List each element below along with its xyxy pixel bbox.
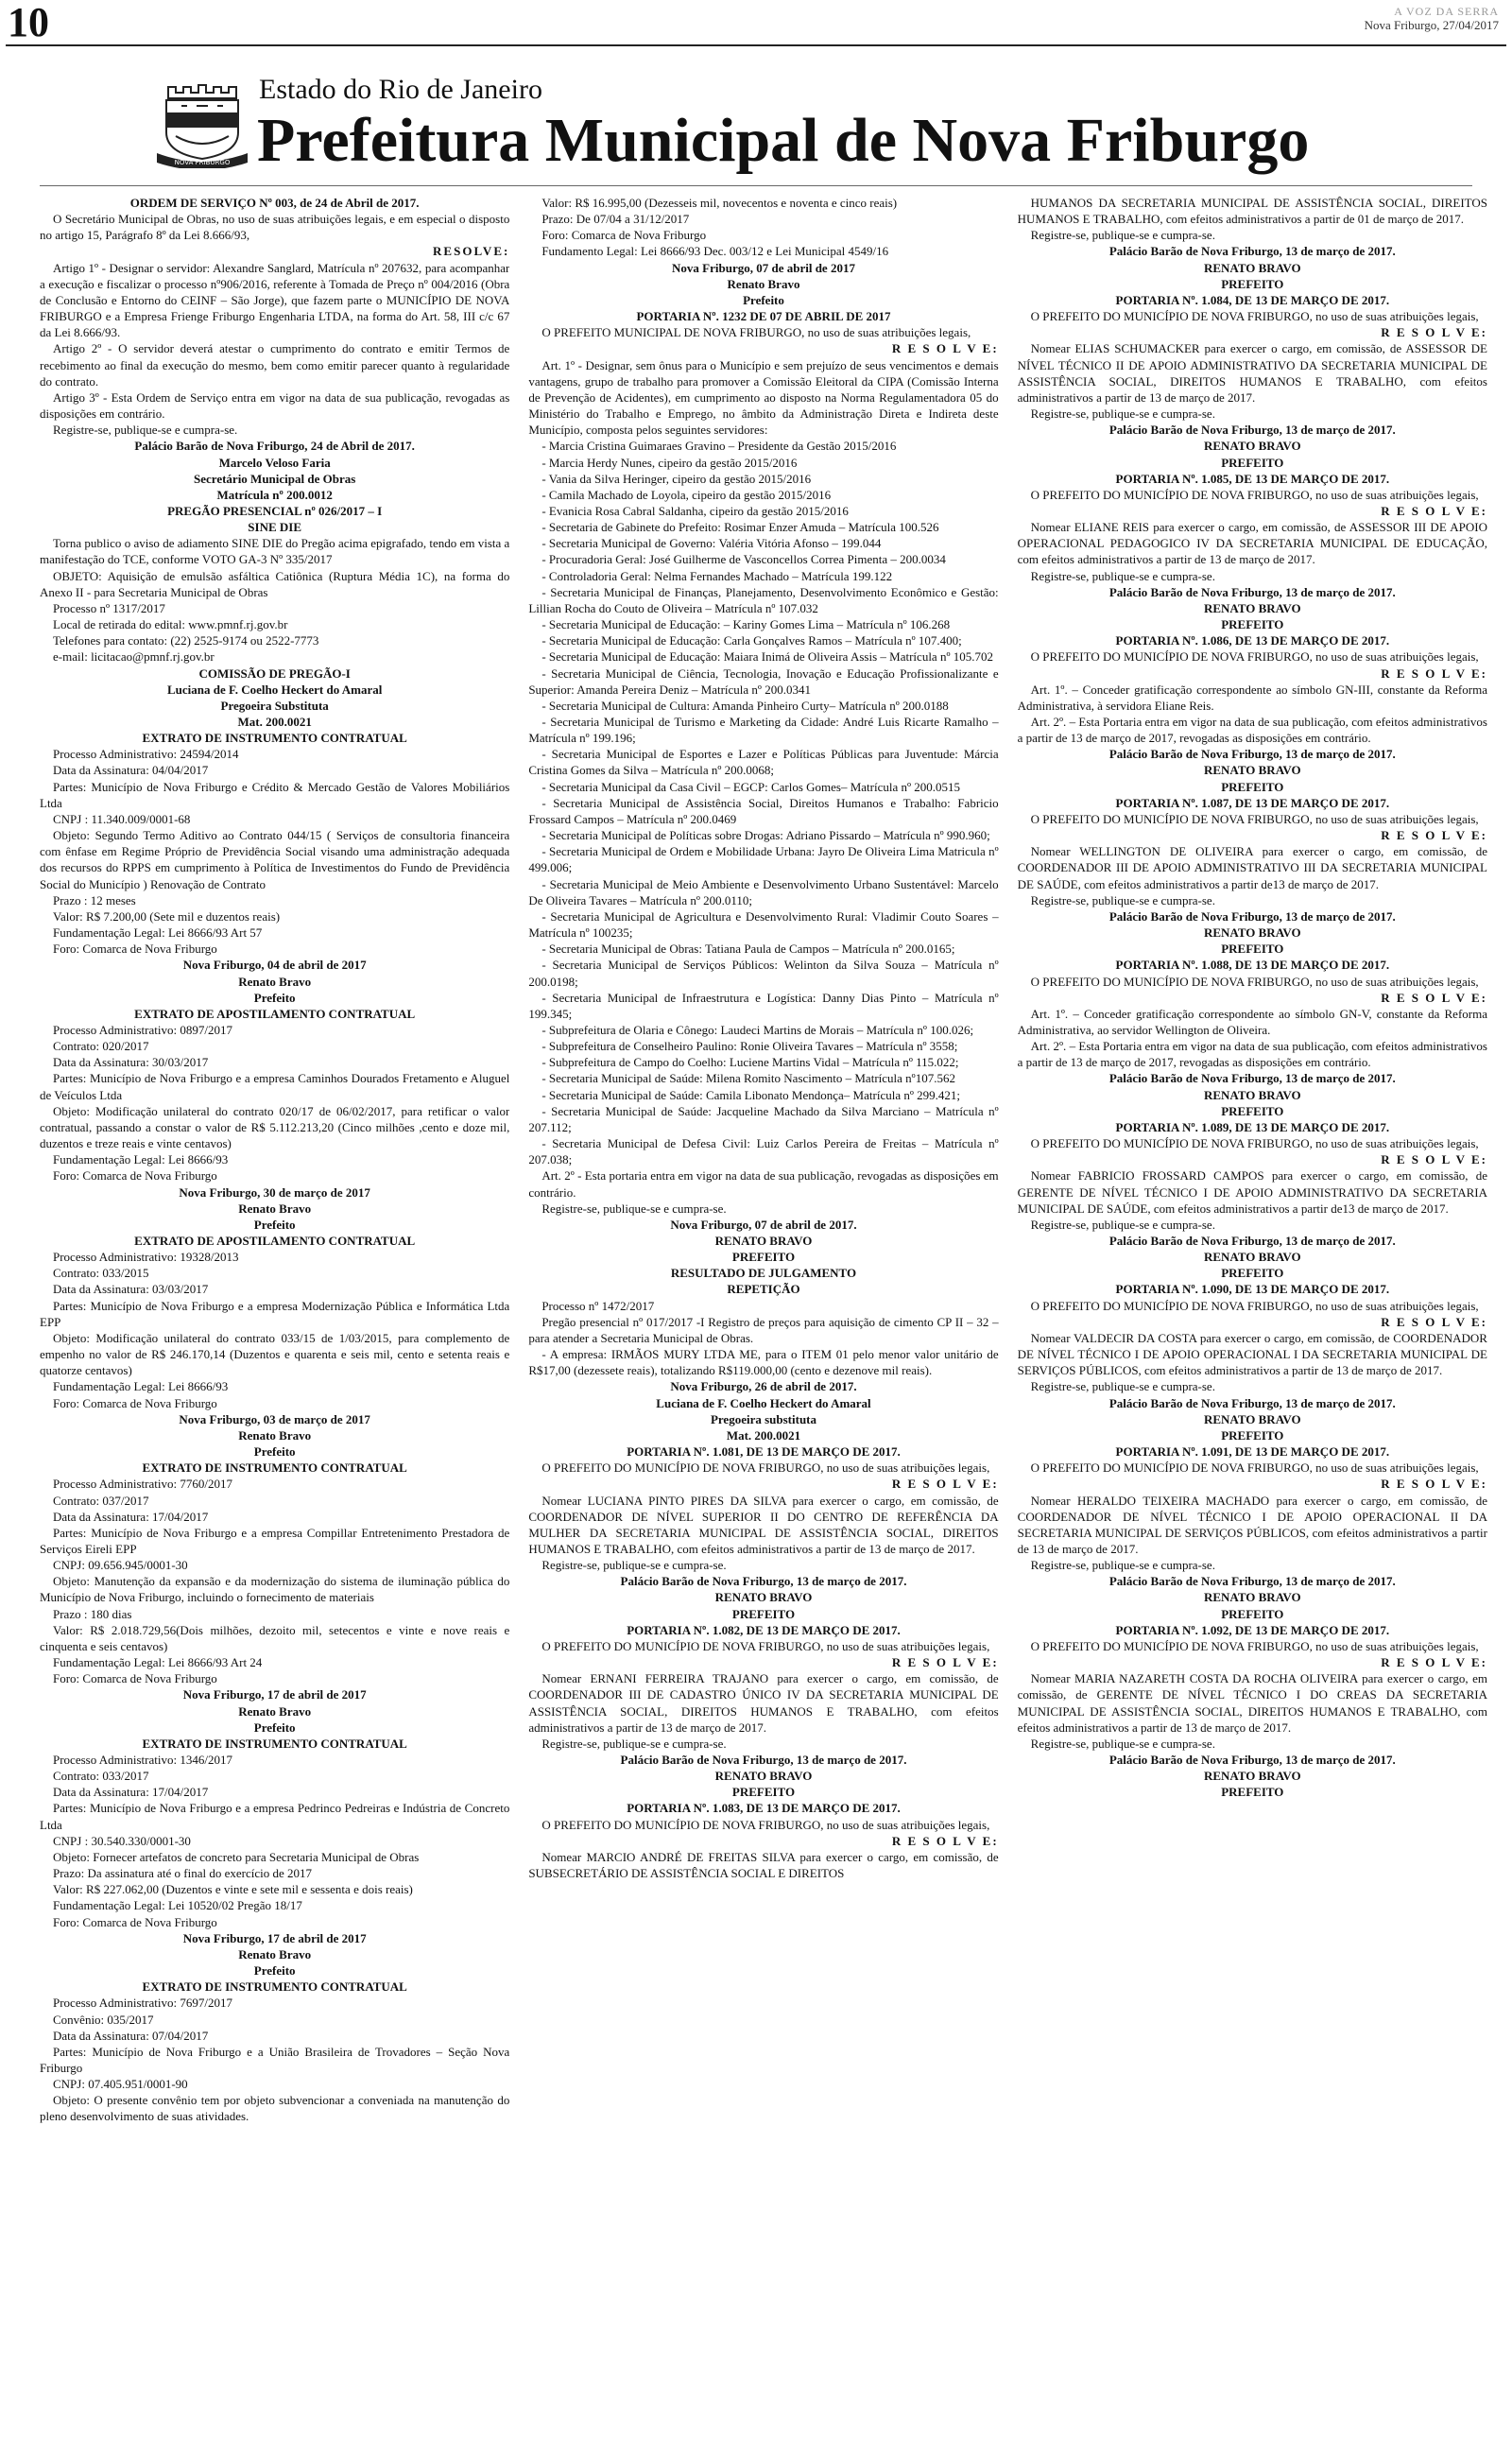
- signature-line: Palácio Barão de Nova Friburgo, 13 de março de 2017.: [620, 1753, 907, 1767]
- resolve-label: R E S O L V E:: [1381, 503, 1487, 518]
- signature-line: RENATO BRAVO: [1203, 1769, 1301, 1784]
- body-paragraph: - Camila Machado de Loyola, cipeiro da gestão 2015/2016: [541, 487, 832, 502]
- newspaper-name: A VOZ DA SERRA: [1394, 5, 1499, 18]
- body-paragraph: - Secretaria Municipal de Infraestrutura e Logística: Danny Dias Pinto – Matrícula nº 199.345;: [528, 990, 999, 1021]
- body-paragraph: O PREFEITO DO MUNICÍPIO DE NOVA FRIBURGO, no uso de suas atribuições legais,: [541, 1638, 990, 1653]
- signature-line: Palácio Barão de Nova Friburgo, 13 de março de 2017.: [1108, 423, 1396, 438]
- resolve-label: R E S O L V E:: [891, 1477, 999, 1492]
- body-paragraph: - Secretaria Municipal de Governo: Valéria Vitória Afonso – 199.044: [541, 536, 882, 551]
- signature-line: REPETIÇÃO: [727, 1282, 800, 1297]
- signature-line: PREFEITO: [1221, 1266, 1284, 1281]
- body-paragraph: - Secretaria Municipal de Esportes e Lazer e Políticas Públicas para Juventude: Márcia Cristina Gomes da Silva – Matrícula nº 200.0068;: [528, 747, 999, 778]
- body-paragraph: O PREFEITO DO MUNICÍPIO DE NOVA FRIBURGO, no uso de suas atribuições legais,: [541, 1460, 990, 1476]
- body-paragraph: Contrato: 037/2017: [53, 1493, 149, 1508]
- signature-line: PREFEITO: [1221, 1427, 1284, 1443]
- body-paragraph: Valor: R$ 7.200,00 (Sete mil e duzentos reais): [53, 908, 281, 924]
- body-paragraph: Processo Administrativo: 1346/2017: [53, 1753, 232, 1767]
- signature-line: Palácio Barão de Nova Friburgo, 13 de março de 2017.: [1108, 1234, 1396, 1248]
- body-paragraph: - Subprefeitura de Campo do Coelho: Luciene Martins Vidal – Matrícula nº 115.022;: [541, 1055, 959, 1070]
- body-paragraph: - Evanicia Rosa Cabral Saldanha, cipeiro da gestão 2015/2016: [541, 503, 849, 518]
- signature-line: Palácio Barão de Nova Friburgo, 13 de março de 2017.: [1108, 1574, 1396, 1589]
- body-paragraph: Registre-se, publique-se e cumpra-se.: [541, 1736, 727, 1751]
- signature-line: Nova Friburgo, 03 de março de 2017: [179, 1411, 370, 1426]
- signature-line: RENATO BRAVO: [1203, 1590, 1301, 1605]
- body-paragraph: Partes: Município de Nova Friburgo e a empresa Modernização Pública e Informática Ltda EPP: [40, 1298, 510, 1329]
- signature-line: PREFEITO: [1221, 276, 1284, 291]
- signature-line: Nova Friburgo, 17 de abril de 2017: [182, 1930, 367, 1945]
- body-paragraph: Art. 2º. – Esta Portaria entra em vigor na data de sua publicação, com efeitos administrativos a partir de 13 de março de 2017, revogadas as disposições em contrário.: [1017, 1039, 1487, 1070]
- body-paragraph: Foro: Comarca de Nova Friburgo: [53, 1671, 217, 1686]
- section-heading: PORTARIA Nº. 1.085, DE 13 DE MARÇO DE 2017.: [1115, 471, 1390, 486]
- body-paragraph: Fundamentação Legal: Lei 8666/93 Art 24: [53, 1655, 263, 1670]
- body-paragraph: - Secretaria Municipal de Políticas sobre Drogas: Adriano Pissardo – Matrícula nº 990.960;: [541, 828, 990, 843]
- body-paragraph: - Secretaria Municipal de Assistência Social, Direitos Humanos e Trabalho: Fabricio Frossard Campos – Matrícula nº 200.0469: [528, 795, 999, 826]
- body-paragraph: - Marcia Cristina Guimaraes Gravino – Presidente da Gestão 2015/2016: [541, 439, 897, 454]
- body-paragraph: Data da Assinatura: 04/04/2017: [53, 763, 209, 778]
- column-1: [40, 195, 509, 2445]
- section-heading: EXTRATO DE APOSTILAMENTO CONTRATUAL: [134, 1234, 416, 1248]
- resolve-label: R E S O L V E:: [891, 1833, 999, 1848]
- signature-line: PREFEITO: [1221, 1785, 1284, 1800]
- resolve-label: R E S O L V E:: [1381, 665, 1487, 681]
- body-paragraph: - Subprefeitura de Conselheiro Paulino: Ronie Oliveira Tavares – Matrícula nº 3558;: [541, 1039, 958, 1054]
- body-paragraph: - Secretaria Municipal de Educação: – Kariny Gomes Lima – Matrícula nº 106.268: [541, 617, 951, 632]
- body-paragraph: Registre-se, publique-se e cumpra-se.: [1030, 228, 1215, 243]
- body-paragraph: - Secretaria Municipal de Saúde: Camila Libonato Mendonça– Matrícula nº 299.421;: [541, 1087, 960, 1102]
- body-paragraph: Nomear MARIA NAZARETH COSTA DA ROCHA OLIVEIRA para exercer o cargo, em comissão, de GERENTE DE NÍVEL TÉCNICO I DO CREAS DA SECRETARIA MUNICIPAL DE ASSISTÊNCIA SOCIAL, DIREITOS HUMANOS E TRABALHO, com efeitos administrativos a partir de 13 de março de 2017.: [1017, 1671, 1487, 1735]
- body-paragraph: Valor: R$ 2.018.729,56(Dois milhões, dezoito mil, setecentos e vinte e nove reais e cinquenta e seis centavos): [40, 1622, 510, 1653]
- body-paragraph: Registre-se, publique-se e cumpra-se.: [1030, 892, 1215, 907]
- section-heading: PORTARIA Nº. 1.088, DE 13 DE MARÇO DE 2017.: [1115, 958, 1390, 973]
- body-paragraph: Prazo : 12 meses: [53, 892, 136, 907]
- body-paragraph: Valor: R$ 16.995,00 (Dezesseis mil, novecentos e noventa e cinco reais): [541, 196, 898, 210]
- body-paragraph: Partes: Município de Nova Friburgo e Crédito & Mercado Gestão de Valores Mobiliários Ltda: [40, 779, 510, 810]
- body-paragraph: Partes: Município de Nova Friburgo e a empresa Caminhos Dourados Fretamento e Aluguel de Veículos Ltda: [40, 1071, 510, 1102]
- section-heading: PORTARIA Nº. 1.083, DE 13 DE MARÇO DE 2017.: [627, 1801, 901, 1816]
- body-paragraph: - Procuradoria Geral: José Guilherme de Vasconcellos Correa Pimenta – 200.0034: [541, 552, 946, 567]
- body-paragraph: Data da Assinatura: 03/03/2017: [53, 1282, 209, 1297]
- body-paragraph: Registre-se, publique-se e cumpra-se.: [1030, 1217, 1215, 1232]
- section-heading: EXTRATO DE INSTRUMENTO CONTRATUAL: [142, 1979, 407, 1995]
- signature-line: Palácio Barão de Nova Friburgo, 13 de março de 2017.: [620, 1574, 907, 1589]
- body-paragraph: HUMANOS DA SECRETARIA MUNICIPAL DE ASSISTÊNCIA SOCIAL, DIREITOS HUMANOS E TRABALHO, com efeitos administrativos a partir de 01 de março de 2017.: [1017, 196, 1487, 227]
- section-heading: EXTRATO DE INSTRUMENTO CONTRATUAL: [142, 1736, 407, 1751]
- signature-line: Palácio Barão de Nova Friburgo, 13 de março de 2017.: [1108, 584, 1396, 599]
- signature-line: SINE DIE: [248, 520, 302, 535]
- signature-line: Palácio Barão de Nova Friburgo, 13 de março de 2017.: [1108, 1753, 1396, 1767]
- body-paragraph: - Vania da Silva Heringer, cipeiro da gestão 2015/2016: [541, 471, 812, 486]
- body-paragraph: - Secretaria Municipal de Saúde: Jacqueline Machado da Silva Marciano – Matrícula nº 207.112;: [528, 1103, 999, 1134]
- masthead-info: [1365, 6, 1499, 33]
- body-paragraph: Processo Administrativo: 7760/2017: [53, 1477, 232, 1492]
- signature-line: Renato Bravo: [238, 1201, 312, 1216]
- body-paragraph: - Secretaria Municipal de Agricultura e Desenvolvimento Rural: Vladimir Couto Soares – Matrícula nº 100235;: [528, 908, 999, 941]
- signature-line: RENATO BRAVO: [1203, 600, 1301, 615]
- body-paragraph: Objeto: Modificação unilateral do contrato 033/15 de 1/03/2015, para complemento de empenho no valor de R$ 246.170,14 (Duzentos e quarenta e seis mil, cento e setenta reais e quatorze centavos): [40, 1330, 510, 1378]
- signature-line: Prefeito: [253, 1444, 296, 1460]
- body-paragraph: Registre-se, publique-se e cumpra-se.: [1030, 406, 1215, 422]
- body-paragraph: Registre-se, publique-se e cumpra-se.: [1030, 1379, 1215, 1394]
- body-paragraph: Data da Assinatura: 07/04/2017: [53, 2028, 209, 2043]
- body-paragraph: Nomear VALDECIR DA COSTA para exercer o cargo, em comissão, de COORDENADOR DE NÍVEL TÉCNICO I DE APOIO OPERACIONAL I DA SECRETARIA MUNICIPAL DE SERVIÇOS PÚBLICOS, com efeitos administrativos a partir de 13 de março de 2017.: [1017, 1330, 1487, 1378]
- body-paragraph: Foro: Comarca de Nova Friburgo: [53, 1168, 217, 1184]
- body-paragraph: Valor: R$ 227.062,00 (Duzentos e vinte e sete mil e sessenta e dois reais): [53, 1882, 413, 1897]
- signature-line: Palácio Barão de Nova Friburgo, 13 de março de 2017.: [1108, 1395, 1396, 1410]
- gazette-body: [40, 195, 1487, 2445]
- body-paragraph: O PREFEITO DO MUNICÍPIO DE NOVA FRIBURGO, no uso de suas atribuições legais,: [1030, 1298, 1479, 1313]
- body-paragraph: O PREFEITO DO MUNICÍPIO DE NOVA FRIBURGO, no uso de suas atribuições legais,: [1030, 309, 1479, 324]
- body-paragraph: Registre-se, publique-se e cumpra-se.: [53, 423, 238, 438]
- signature-line: Renato Bravo: [238, 1703, 312, 1719]
- section-heading: EXTRATO DE INSTRUMENTO CONTRATUAL: [142, 1460, 407, 1476]
- body-paragraph: Processo Administrativo: 0897/2017: [53, 1022, 232, 1037]
- body-paragraph: O PREFEITO DO MUNICÍPIO DE NOVA FRIBURGO, no uso de suas atribuições legais,: [1030, 974, 1479, 989]
- signature-line: Palácio Barão de Nova Friburgo, 13 de março de 2017.: [1108, 1071, 1396, 1086]
- body-paragraph: Data da Assinatura: 17/04/2017: [53, 1785, 209, 1800]
- body-paragraph: Nomear MARCIO ANDRÉ DE FREITAS SILVA para exercer o cargo, em comissão, de SUBSECRETÁRIO DE ASSISTÊNCIA SOCIAL E DIREITOS: [528, 1849, 999, 1881]
- signature-line: Prefeito: [253, 1217, 296, 1232]
- body-paragraph: Registre-se, publique-se e cumpra-se.: [541, 1201, 727, 1216]
- signature-line: COMISSÃO DE PREGÃO-I: [198, 665, 351, 681]
- body-paragraph: Artigo 3º - Esta Ordem de Serviço entra em vigor na data de sua publicação, revogadas as disposições em contrário.: [40, 389, 510, 422]
- signature-line: Mat. 200.0021: [237, 715, 312, 729]
- signature-line: RENATO BRAVO: [1203, 1411, 1301, 1426]
- signature-line: Nova Friburgo, 04 de abril de 2017: [182, 958, 367, 973]
- coat-of-arms-icon: [153, 78, 251, 168]
- signature-line: PREFEITO: [1221, 942, 1284, 957]
- body-paragraph: Art. 1º. – Conceder gratificação correspondente ao símbolo GN-V, constante da Reforma Administrativa, ao servidor Wellington de Oliveira.: [1017, 1006, 1487, 1037]
- body-paragraph: - Secretaria Municipal de Defesa Civil: Luiz Carlos Pereira de Freitas – Matrícula nº 207.038;: [528, 1136, 999, 1167]
- body-paragraph: - Secretaria Municipal de Ciência, Tecnologia, Inovação e Educação Profissionalizante e Superior: Amanda Pereira Deniz – Matrícula nº 200.0341: [528, 665, 999, 697]
- section-heading: PREGÃO PRESENCIAL nº 026/2017 – I: [167, 503, 383, 518]
- body-paragraph: Processo nº 1317/2017: [53, 600, 165, 615]
- signature-line: Matrícula nº 200.0012: [216, 487, 333, 502]
- body-paragraph: O PREFEITO MUNICIPAL DE NOVA FRIBURGO, no uso de suas atribuições legais,: [541, 325, 971, 340]
- body-paragraph: Nomear WELLINGTON DE OLIVEIRA para exercer o cargo, em comissão, de COORDENADOR III DE APOIO ADMINISTRATIVO III DA SECRETARIA MUNICIPAL DE SAÚDE, com efeitos administrativos a partir de13 de março de 2017.: [1017, 844, 1487, 891]
- body-paragraph: Foro: Comarca de Nova Friburgo: [541, 228, 707, 243]
- body-paragraph: Artigo 1º - Designar o servidor: Alexandre Sanglard, Matrícula nº 207632, para acompanhar a execução e fiscalizar o processo nº906/2016, referente à Tomada de Preço nº 004/2016 (Obra de Conclusão e Entorno do CEINF – São Jorge), que fazem parte o MUNICÍPIO DE NOVA FRIBURGO e a Empresa Frienge Friburgo Engenharia LTDA, na forma do Art. 58, III c/c 67 da Lei 8.666/93.: [40, 260, 510, 340]
- body-paragraph: Nomear ERNANI FERREIRA TRAJANO para exercer o cargo, em comissão, de COORDENADOR III DE CADASTRO ÚNICO IV DA SECRETARIA MUNICIPAL DE ASSISTÊNCIA SOCIAL, DIREITOS HUMANOS E TRABALHO, com efeitos administrativos a partir de 13 de março de 2017.: [528, 1671, 999, 1735]
- body-paragraph: Artigo 2º - O servidor deverá atestar o cumprimento do contrato e emitir Termos de recebimento ao final da execução do mesmo, bem como emitir parecer quanto à regularidade do contrato.: [40, 341, 510, 389]
- body-paragraph: Local de retirada do edital: www.pmnf.rj.gov.br: [53, 617, 288, 632]
- signature-line: RENATO BRAVO: [714, 1769, 813, 1784]
- body-paragraph: - Secretaria Municipal de Saúde: Milena Romito Nascimento – Matrícula nº107.562: [541, 1071, 955, 1086]
- body-paragraph: Foro: Comarca de Nova Friburgo: [53, 1914, 217, 1929]
- resolve-label: R E S O L V E:: [1381, 990, 1487, 1005]
- signature-line: Palácio Barão de Nova Friburgo, 13 de março de 2017.: [1108, 908, 1396, 924]
- body-paragraph: OBJETO: Aquisição de emulsão asfáltica Catiônica (Ruptura Média 1C), na forma do Anexo II - para Secretaria Municipal de Obras: [40, 568, 510, 599]
- section-heading: PORTARIA Nº. 1.082, DE 13 DE MARÇO DE 2017.: [627, 1622, 901, 1637]
- section-heading: PORTARIA Nº. 1.089, DE 13 DE MARÇO DE 2017.: [1115, 1119, 1390, 1134]
- body-paragraph: O PREFEITO DO MUNICÍPIO DE NOVA FRIBURGO, no uso de suas atribuições legais,: [541, 1817, 990, 1832]
- body-paragraph: Objeto: Modificação unilateral do contrato 020/17 de 06/02/2017, para retificar o valor contratual, passando a constar o valor de R$ 5.112.213,20 (Cinco milhões ,cento e doze mil, duzentos e treze reais e vinte centavos): [40, 1103, 510, 1151]
- body-paragraph: Nomear ELIAS SCHUMACKER para exercer o cargo, em comissão, de ASSESSOR DE NÍVEL TÉCNICO II DE APOIO ADMINISTRATIVO DA SECRETARIA MUNICIPAL DE ASSISTÊNCIA SOCIAL, DIREITOS HUMANOS E TRABALHO, com efeitos administrativos a partir de 13 de março de 2017.: [1017, 341, 1487, 405]
- body-paragraph: - Secretaria Municipal de Educação: Maiara Inimá de Oliveira Assis – Matrícula nº 105.702: [541, 649, 993, 665]
- body-paragraph: e-mail: licitacao@pmnf.rj.gov.br: [53, 649, 215, 665]
- body-paragraph: Nomear FABRICIO FROSSARD CAMPOS para exercer o cargo, em comissão, de GERENTE DE NÍVEL TÉCNICO I DE APOIO ADMINISTRATIVO DA SECRETARIA MUNICIPAL DE SAÚDE, com efeitos administrativos a partir de13 de março de 2017.: [1017, 1168, 1487, 1216]
- section-heading: PORTARIA Nº. 1.086, DE 13 DE MARÇO DE 2017.: [1115, 633, 1390, 648]
- body-paragraph: O PREFEITO DO MUNICÍPIO DE NOVA FRIBURGO, no uso de suas atribuições legais,: [1030, 811, 1479, 826]
- body-paragraph: Registre-se, publique-se e cumpra-se.: [1030, 1736, 1215, 1751]
- signature-line: PREFEITO: [1221, 617, 1284, 632]
- svg-text:NOVA FRIBURGO: NOVA FRIBURGO: [174, 159, 231, 166]
- signature-line: PREFEITO: [1221, 455, 1284, 470]
- signature-line: Luciana de F. Coelho Heckert do Amaral: [166, 682, 383, 697]
- body-paragraph: Pregão presencial nº 017/2017 -I Registro de preços para aquisição de cimento CP II – 32 – para atender a Secretaria Municipal de Obras.: [528, 1314, 999, 1345]
- signature-line: Pregoeira Substituta: [220, 698, 329, 713]
- signature-line: Prefeito: [253, 1963, 296, 1979]
- header-divider: [40, 185, 1472, 186]
- resolve-label: R E S O L V E:: [1381, 1152, 1487, 1167]
- signature-line: Nova Friburgo, 26 de abril de 2017.: [670, 1379, 857, 1394]
- body-paragraph: Nomear HERALDO TEIXEIRA MACHADO para exercer o cargo, em comissão, de COORDENADOR DE NÍVEL TÉCNICO I DE APOIO OPERACIONAL II DA SECRETARIA MUNICIPAL DE SERVIÇOS PÚBLICOS, com efeitos administrativos a partir de 13 de março de 2017.: [1017, 1493, 1487, 1556]
- body-paragraph: Partes: Município de Nova Friburgo e a União Brasileira de Trovadores – Seção Nova Friburgo: [40, 2044, 510, 2075]
- body-paragraph: Contrato: 020/2017: [53, 1039, 149, 1054]
- signature-line: RENATO BRAVO: [1203, 439, 1301, 454]
- signature-line: Prefeito: [743, 292, 784, 307]
- signature-line: RENATO BRAVO: [1203, 763, 1301, 778]
- body-paragraph: Data da Assinatura: 17/04/2017: [53, 1509, 209, 1524]
- body-paragraph: Nomear LUCIANA PINTO PIRES DA SILVA para exercer o cargo, em comissão, de COORDENADOR DE NÍVEL SUPERIOR II DO CENTRO DE REFERÊNCIA DA MULHER DA SECRETARIA MUNICIPAL DE ASSISTÊNCIA SOCIAL, DIREITOS HUMANOS E TRABALHO, com efeitos administrativos a partir de 13 de março de 2017.: [528, 1493, 999, 1556]
- body-paragraph: Registre-se, publique-se e cumpra-se.: [1030, 568, 1215, 583]
- body-paragraph: - Secretaria Municipal de Meio Ambiente e Desenvolvimento Urbano Sustentável: Marcelo De Oliveira Tavares – Matrícula nº 200.0110;: [528, 876, 999, 907]
- edition-date: Nova Friburgo, 27/04/2017: [1364, 17, 1499, 32]
- body-paragraph: Torna publico o aviso de adiamento SINE DIE do Pregão acima epigrafado, tendo em vista a manifestação do TCE, conforme VOTO GA-3 Nº 335/2017: [40, 536, 510, 567]
- body-paragraph: - Secretaria Municipal de Educação: Carla Gonçalves Ramos – Matrícula nº 107.400;: [541, 633, 962, 648]
- body-paragraph: - Secretaria Municipal de Turismo e Marketing da Cidade: André Luis Ricarte Ramalho – Matrícula nº 199.196;: [528, 715, 999, 746]
- body-paragraph: Art. 2º - Esta portaria entra em vigor na data de sua publicação, revogadas as disposições em contrário.: [528, 1168, 999, 1200]
- body-paragraph: CNPJ : 11.340.009/0001-68: [53, 811, 191, 826]
- signature-line: Prefeito: [253, 990, 296, 1005]
- section-heading: PORTARIA Nº. 1.084, DE 13 DE MARÇO DE 2017.: [1115, 292, 1390, 307]
- section-heading: PORTARIA Nº. 1.087, DE 13 DE MARÇO DE 2017.: [1115, 795, 1390, 810]
- section-heading: PORTARIA Nº. 1232 DE 07 DE ABRIL DE 2017: [636, 309, 891, 324]
- body-paragraph: - Secretaria Municipal de Finanças, Planejamento, Desenvolvimento Econômico e Gestão: Lillian Rocha do Couto de Oliveira – Matrícula nº 107.032: [528, 584, 999, 615]
- signature-line: Palácio Barão de Nova Friburgo, 13 de março de 2017.: [1108, 244, 1396, 259]
- body-paragraph: O PREFEITO DO MUNICÍPIO DE NOVA FRIBURGO, no uso de suas atribuições legais,: [1030, 1460, 1479, 1476]
- body-paragraph: Fundamento Legal: Lei 8666/93 Dec. 003/12 e Lei Municipal 4549/16: [541, 244, 889, 259]
- body-paragraph: Convênio: 035/2017: [53, 2012, 154, 2027]
- body-paragraph: O PREFEITO DO MUNICÍPIO DE NOVA FRIBURGO, no uso de suas atribuições legais,: [1030, 649, 1479, 665]
- signature-line: Renato Bravo: [238, 1427, 312, 1443]
- body-paragraph: Partes: Município de Nova Friburgo e a empresa Compillar Entretenimento Prestadora de Serviços Eireli EPP: [40, 1525, 510, 1556]
- body-paragraph: Objeto: Fornecer artefatos de concreto para Secretaria Municipal de Obras: [53, 1849, 420, 1864]
- body-paragraph: Objeto: Manutenção da expansão e da modernização do sistema de iluminação pública do Município de Nova Friburgo, incluindo o fornecimento de materiais: [40, 1574, 510, 1605]
- signature-line: Palácio Barão de Nova Friburgo, 24 de Abril de 2017.: [134, 439, 415, 454]
- body-paragraph: Telefones para contato: (22) 2525-9174 ou 2522-7773: [53, 633, 319, 648]
- signature-line: Renato Bravo: [727, 276, 800, 291]
- body-paragraph: Art. 1º - Designar, sem ônus para o Município e sem prejuízo de seus vencimentos e demais vantagens, grupo de trabalho para promover a Comissão Eleitoral da CIPA (Comissão Interna de Prevenção de Acidentes), em cumprimento ao disposto na Norma Regulamentadora 05 do Ministério do Trabalho e Emprego, no âmbito da Administração Direta e Indireta deste Município, composta pelos seguintes servidores:: [528, 357, 999, 438]
- signature-line: Mat. 200.0021: [726, 1427, 801, 1443]
- signature-line: Secretário Municipal de Obras: [194, 471, 356, 486]
- resolve-label: RESOLVE:: [433, 244, 510, 259]
- body-paragraph: Contrato: 033/2015: [53, 1266, 149, 1281]
- signature-line: Renato Bravo: [238, 974, 312, 989]
- resolve-label: R E S O L V E:: [891, 341, 999, 356]
- section-heading: EXTRATO DE APOSTILAMENTO CONTRATUAL: [134, 1006, 416, 1021]
- signature-line: PREFEITO: [1221, 1103, 1284, 1118]
- body-paragraph: - Secretaria Municipal da Casa Civil – EGCP: Carlos Gomes– Matrícula nº 200.0515: [541, 779, 961, 794]
- section-heading: PORTARIA Nº. 1.091, DE 13 DE MARÇO DE 2017.: [1115, 1444, 1390, 1460]
- body-paragraph: - Secretaria de Gabinete do Prefeito: Rosimar Enzer Amuda – Matrícula 100.526: [541, 520, 939, 535]
- signature-line: PREFEITO: [1221, 1606, 1284, 1621]
- signature-line: RENATO BRAVO: [1203, 925, 1301, 941]
- signature-line: Prefeito: [253, 1720, 296, 1735]
- top-divider: [6, 44, 1506, 46]
- body-paragraph: Foro: Comarca de Nova Friburgo: [53, 942, 217, 957]
- body-paragraph: O PREFEITO DO MUNICÍPIO DE NOVA FRIBURGO, no uso de suas atribuições legais,: [1030, 1638, 1479, 1653]
- section-heading: PORTARIA Nº. 1.081, DE 13 DE MARÇO DE 2017.: [627, 1444, 901, 1460]
- body-paragraph: - Secretaria Municipal de Cultura: Amanda Pinheiro Curty– Matrícula nº 200.0188: [541, 698, 949, 713]
- resolve-label: R E S O L V E:: [1381, 1314, 1487, 1329]
- column-2: [528, 195, 998, 2445]
- section-heading: EXTRATO DE INSTRUMENTO CONTRATUAL: [142, 731, 407, 746]
- body-paragraph: Processo Administrativo: 7697/2017: [53, 1996, 232, 2011]
- body-paragraph: CNPJ: 07.405.951/0001-90: [53, 2077, 188, 2092]
- body-paragraph: Partes: Município de Nova Friburgo e a empresa Pedrinco Pedreiras e Indústria de Concreto Ltda: [40, 1801, 510, 1832]
- body-paragraph: - Secretaria Municipal de Serviços Públicos: Welinton da Silva Souza – Matrícula nº 200.0198;: [528, 958, 999, 989]
- signature-line: Nova Friburgo, 30 de março de 2017: [179, 1184, 370, 1200]
- body-paragraph: Processo Administrativo: 24594/2014: [53, 747, 239, 762]
- body-paragraph: CNPJ: 09.656.945/0001-30: [53, 1558, 188, 1573]
- signature-line: PREFEITO: [731, 1250, 796, 1265]
- signature-line: Nova Friburgo, 07 de abril de 2017.: [670, 1217, 857, 1232]
- body-paragraph: Objeto: Segundo Termo Aditivo ao Contrato 044/15 ( Serviços de consultoria financeira com ênfase em Regime Próprio de Previdência Social visando uma administração adequada dos recursos do RPPS em cumprimento à Política de Investimentos do Fundo de Previdência Social do Município ) Renovação de Contrato: [40, 828, 510, 891]
- body-paragraph: - A empresa: IRMÃOS MURY LTDA ME, para o ITEM 01 pelo menor valor unitário de R$17,00 (dezessete reais), totalizando R$119.000,00 (cento e dezenove mil reais).: [528, 1347, 999, 1378]
- body-paragraph: Objeto: O presente convênio tem por objeto subvencionar a conveniada na manutenção do pleno desenvolvimento de suas atividades.: [40, 2093, 510, 2124]
- body-paragraph: Contrato: 033/2017: [53, 1769, 149, 1784]
- signature-line: PREFEITO: [1221, 779, 1284, 794]
- body-paragraph: Fundamentação Legal: Lei 8666/93: [53, 1379, 229, 1394]
- body-paragraph: Registre-se, publique-se e cumpra-se.: [1030, 1558, 1215, 1573]
- resolve-label: R E S O L V E:: [1381, 828, 1487, 843]
- resolve-label: R E S O L V E:: [1381, 1655, 1487, 1670]
- body-paragraph: Registre-se, publique-se e cumpra-se.: [541, 1558, 727, 1573]
- signature-line: Marcelo Veloso Faria: [218, 455, 331, 470]
- signature-line: PREFEITO: [731, 1606, 796, 1621]
- body-paragraph: Prazo: Da assinatura até o final do exercício de 2017: [53, 1866, 312, 1881]
- resolve-label: R E S O L V E:: [1381, 325, 1487, 340]
- body-paragraph: Prazo : 180 dias: [53, 1606, 132, 1621]
- body-paragraph: - Controladoria Geral: Nelma Fernandes Machado – Matrícula 199.122: [541, 568, 893, 583]
- section-heading: ORDEM DE SERVIÇO Nº 003, de 24 de Abril de 2017.: [129, 196, 420, 210]
- body-paragraph: Foro: Comarca de Nova Friburgo: [53, 1395, 217, 1410]
- body-paragraph: Prazo: De 07/04 a 31/12/2017: [541, 212, 690, 227]
- body-paragraph: - Secretaria Municipal de Ordem e Mobilidade Urbana: Jayro De Oliveira Lima Matricula nº 499.006;: [528, 844, 999, 875]
- body-paragraph: CNPJ : 30.540.330/0001-30: [53, 1833, 191, 1848]
- section-heading: PORTARIA Nº. 1.090, DE 13 DE MARÇO DE 2017.: [1115, 1282, 1390, 1297]
- body-paragraph: Fundamentação Legal: Lei 8666/93: [53, 1152, 229, 1167]
- page-number: 10: [8, 0, 49, 45]
- body-paragraph: - Marcia Herdy Nunes, cipeiro da gestão 2015/2016: [541, 455, 798, 470]
- body-paragraph: Fundamentação Legal: Lei 10520/02 Pregão 18/17: [53, 1898, 302, 1913]
- signature-line: RENATO BRAVO: [1203, 260, 1301, 275]
- body-paragraph: Art. 2º. – Esta Portaria entra em vigor na data de sua publicação, com efeitos administrativos a partir de 13 de março de 2017, revogadas as disposições em contrário.: [1017, 715, 1487, 746]
- signature-line: RENATO BRAVO: [714, 1234, 813, 1248]
- signature-line: PREFEITO: [731, 1785, 796, 1800]
- resolve-label: R E S O L V E:: [1381, 1477, 1487, 1492]
- body-paragraph: Nomear ELIANE REIS para exercer o cargo, em comissão, de ASSESSOR III DE APOIO OPERACIONAL PEDAGOGICO IV DA SECRETARIA MUNICIPAL DE EDUCAÇÃO, com efeitos administrativos a partir de 13 de março de 2017.: [1017, 520, 1487, 567]
- signature-line: Nova Friburgo, 07 de abril de 2017: [672, 260, 855, 275]
- signature-line: Renato Bravo: [238, 1946, 312, 1961]
- body-paragraph: - Secretaria Municipal de Obras: Tatiana Paula de Campos – Matrícula nº 200.0165;: [541, 942, 955, 957]
- signature-line: Nova Friburgo, 17 de abril de 2017: [182, 1687, 367, 1702]
- column-3: [1018, 195, 1487, 2445]
- body-paragraph: O Secretário Municipal de Obras, no uso de suas atribuições legais, e em especial o disposto no artigo 15, Parágrafo 8º da Lei 8.666/93,: [40, 212, 510, 243]
- signature-line: RENATO BRAVO: [1203, 1250, 1301, 1265]
- resolve-label: R E S O L V E:: [891, 1655, 999, 1670]
- signature-line: RENATO BRAVO: [714, 1590, 813, 1605]
- signature-line: Luciana de F. Coelho Heckert do Amaral: [656, 1395, 871, 1410]
- body-paragraph: Fundamentação Legal: Lei 8666/93 Art 57: [53, 925, 263, 941]
- body-paragraph: O PREFEITO DO MUNICÍPIO DE NOVA FRIBURGO, no uso de suas atribuições legais,: [1030, 487, 1479, 502]
- section-heading: RESULTADO DE JULGAMENTO: [670, 1266, 857, 1281]
- state-name: Estado do Rio de Janeiro: [259, 74, 542, 105]
- body-paragraph: Processo nº 1472/2017: [541, 1298, 655, 1313]
- page-title: Prefeitura Municipal de Nova Friburgo: [257, 106, 1310, 175]
- body-paragraph: O PREFEITO DO MUNICÍPIO DE NOVA FRIBURGO, no uso de suas atribuições legais,: [1030, 1136, 1479, 1151]
- body-paragraph: Data da Assinatura: 30/03/2017: [53, 1055, 209, 1070]
- signature-line: Palácio Barão de Nova Friburgo, 13 de março de 2017.: [1108, 747, 1396, 762]
- body-paragraph: Art. 1º. – Conceder gratificação correspondente ao símbolo GN-III, constante da Reforma Administrativa, à servidora Eliane Reis.: [1017, 682, 1487, 713]
- section-heading: PORTARIA Nº. 1.092, DE 13 DE MARÇO DE 2017.: [1115, 1622, 1390, 1637]
- signature-line: RENATO BRAVO: [1203, 1087, 1301, 1102]
- body-paragraph: Processo Administrativo: 19328/2013: [53, 1250, 239, 1265]
- signature-line: Pregoeira substituta: [710, 1411, 817, 1426]
- body-paragraph: - Subprefeitura de Olaria e Cônego: Laudeci Martins de Morais – Matrícula nº 100.026;: [541, 1022, 974, 1037]
